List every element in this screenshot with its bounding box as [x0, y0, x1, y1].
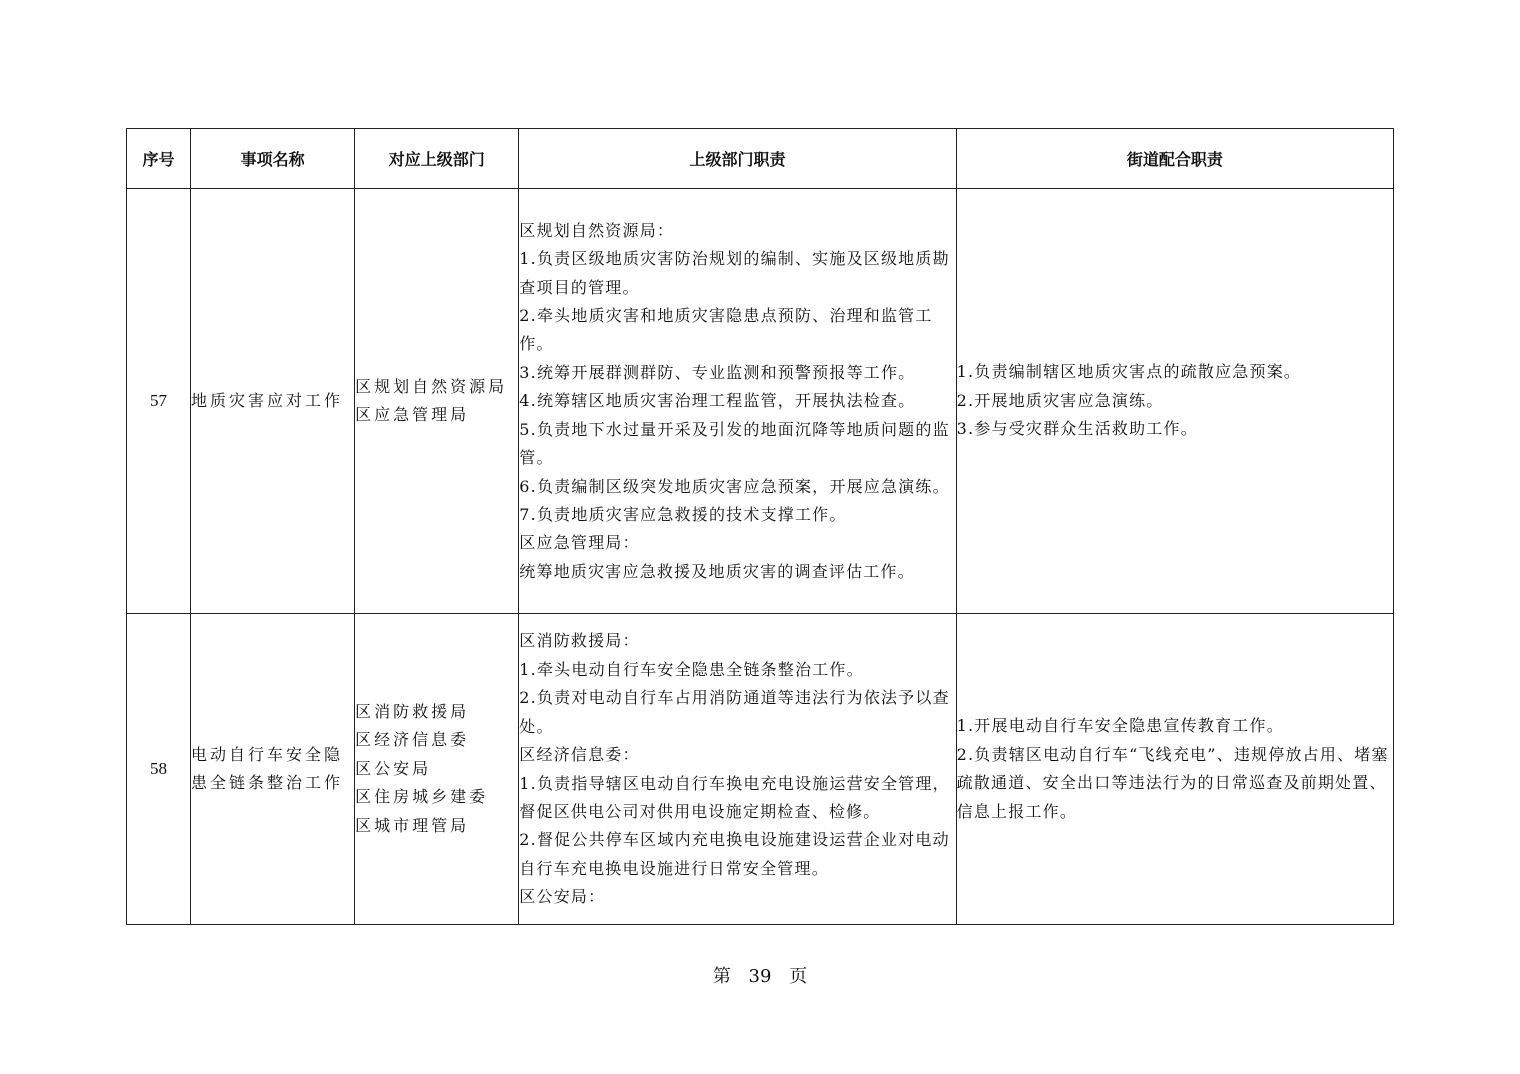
table-row	[127, 614, 1394, 925]
street-duty-line: 1.开展电动自行车安全隐患宣传教育工作。	[956, 716, 1284, 735]
duty-line: 4.统筹辖区地质灾害治理工程监管，开展执法检查。	[519, 391, 916, 411]
street-duties-cell	[956, 614, 1393, 925]
duty-line: 2.督促公共停车区域内充电换电设施建设运营企业对电动自行车充电换电设施进行日常安全管理。	[519, 830, 950, 878]
header-item-name: 事项名称	[191, 129, 355, 189]
street-duty-line: 2.开展地质灾害应急演练。	[956, 390, 1164, 410]
street-duty-line: 2.负责辖区电动自行车“飞线充电”、违规停放占用、堵塞疏散通道、安全出口等违法行为的日常巡查及前期处置、信息上报工作。	[956, 744, 1389, 821]
table-header-row	[127, 129, 1394, 189]
duty-line: 区消防救援局：	[519, 631, 640, 651]
department-entry: 区消防救援局	[355, 701, 470, 721]
page-footer	[0, 962, 1520, 988]
superior-duties-cell	[519, 189, 956, 614]
duty-line: 2.牵头地质灾害和地质灾害隐患点预防、治理和监管工作。	[519, 306, 933, 354]
department-entry: 区住房城乡建委	[355, 787, 489, 807]
page-number-suffix: 页	[789, 966, 808, 987]
duty-line: 7.负责地质灾害应急救援的技术支撑工作。	[519, 504, 847, 524]
department-entry: 区经济信息委	[355, 730, 470, 750]
duty-line: 5.负责地下水过量开采及引发的地面沉降等地质问题的监管。	[519, 419, 950, 468]
duty-line: 区经济信息委：	[519, 745, 640, 765]
table-row	[127, 189, 1394, 614]
duty-line: 区公安局：	[519, 887, 606, 907]
duty-line: 统筹地质灾害应急救援及地质灾害的调查评估工作。	[519, 561, 915, 581]
header-superior-department: 对应上级部门	[355, 129, 519, 189]
item-name: 地质灾害应对工作	[191, 189, 355, 614]
street-duty-line: 3.参与受灾群众生活救助工作。	[956, 419, 1198, 439]
duty-line: 1.负责区级地质灾害防治规划的编制、实施及区级地质勘查项目的管理。	[519, 249, 950, 297]
department-entry: 区城市理管局	[355, 815, 470, 835]
department-entry: 区规划自然资源局	[355, 376, 508, 396]
page-number: 39	[748, 966, 772, 987]
header-serial-number: 序号	[127, 129, 191, 189]
header-street-duties: 街道配合职责	[956, 129, 1393, 189]
row-number: 57	[127, 189, 191, 614]
duty-line: 区应急管理局：	[519, 533, 640, 553]
department-entry: 区应急管理局	[355, 405, 470, 424]
department-list	[355, 614, 519, 925]
department-list	[355, 189, 519, 614]
street-duty-line: 1.负责编制辖区地质灾害点的疏散应急预案。	[956, 362, 1302, 382]
superior-duties-cell	[519, 614, 956, 925]
duty-line: 1.负责指导辖区电动自行车换电充电设施运营安全管理，督促区供电公司对供用电设施定期检查、检修。	[519, 773, 950, 821]
header-superior-duties: 上级部门职责	[519, 129, 956, 189]
street-duties-cell	[956, 189, 1393, 614]
row-number: 58	[127, 614, 191, 925]
department-entry: 区公安局	[355, 758, 432, 778]
duty-line: 区规划自然资源局：	[519, 220, 675, 240]
duty-line: 6.负责编制区级突发地质灾害应急预案，开展应急演练。	[519, 476, 950, 496]
duty-line: 3.统筹开展群测群防、专业监测和预警预报等工作。	[519, 362, 916, 382]
duty-line: 2.负责对电动自行车占用消防通道等违法行为依法予以查处。	[519, 688, 950, 736]
duty-line: 1.牵头电动自行车安全隐患全链条整治工作。	[519, 659, 864, 679]
duty-table	[126, 128, 1394, 925]
item-name: 电动自行车安全隐患全链条整治工作	[191, 614, 355, 925]
page-number-prefix: 第	[712, 966, 731, 987]
